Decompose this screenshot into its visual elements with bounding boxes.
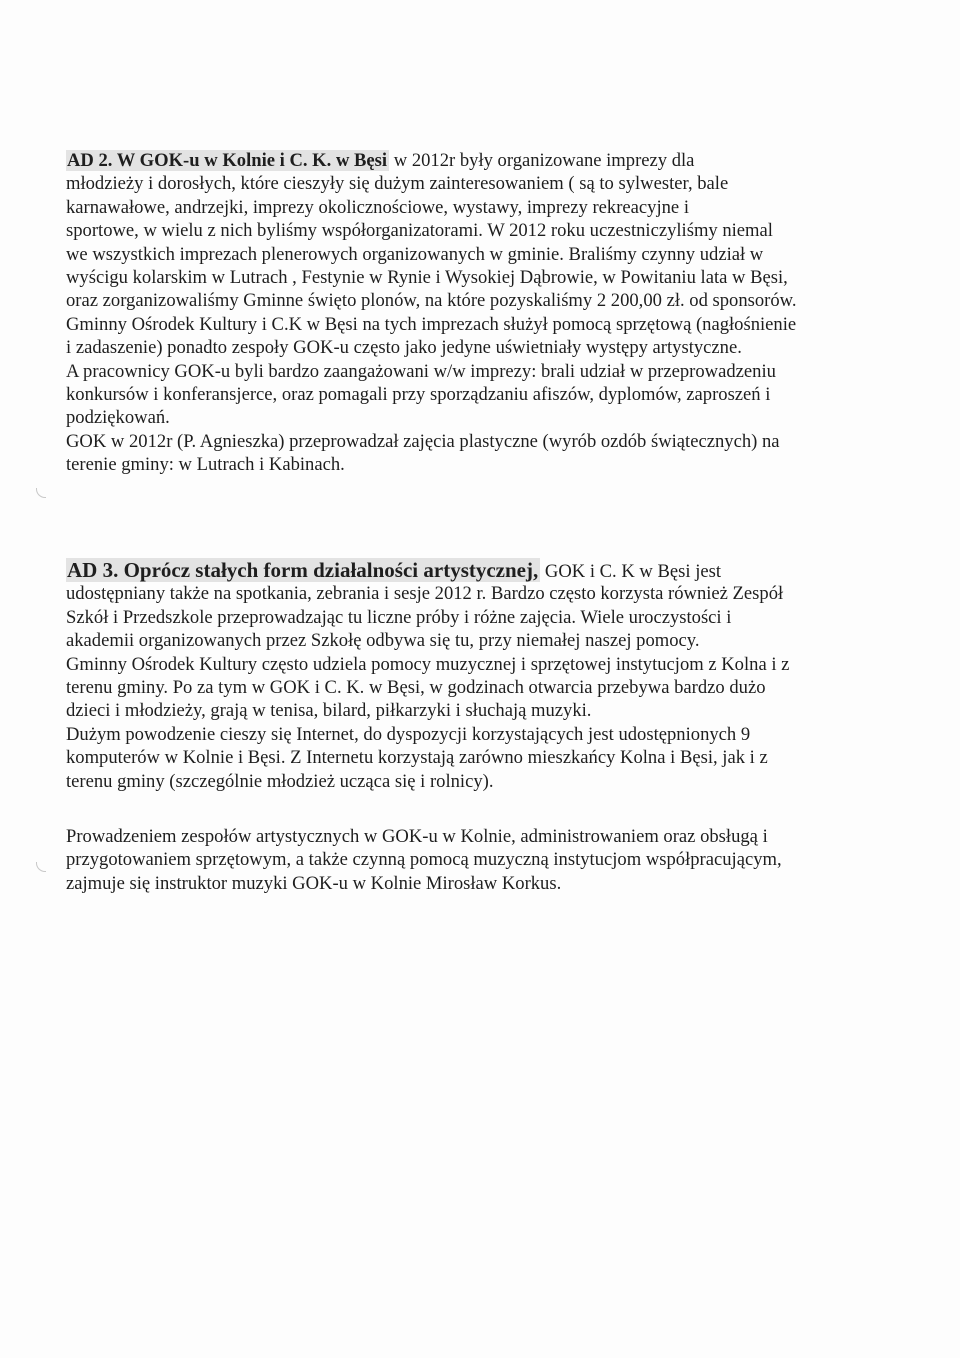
punch-hole-mark: [36, 862, 46, 872]
section-ad3-line: Szkół i Przedszkole przeprowadzając tu liczne próby i różne zajęcia. Wiele uroczystości i: [66, 606, 732, 628]
section-ad2-line: wyścigu kolarskim w Lutrach , Festynie w Rynie i Wysokiej Dąbrowie, w Powitaniu lata w Bęsi,: [66, 266, 788, 288]
section-ad3-text: GOK i C. K w Bęsi jest: [540, 561, 722, 582]
section-ad2-line: konkursów i konferansjerce, oraz pomagali przy sporządzaniu afiszów, dyplomów, zaproszeń i: [66, 383, 771, 405]
section-ad2-line: młodzieży i dorosłych, które cieszyły się dużym zainteresowaniem ( są to sylwester, bale: [66, 173, 729, 195]
section-ad2-line: terenie gminy: w Lutrach i Kabinach.: [66, 454, 345, 476]
section-ad2: [66, 149, 906, 476]
section-ad2-line: oraz zorganizowaliśmy Gminne święto plonów, na które pozyskaliśmy 2 200,00 zł. od sponsorów.: [66, 290, 797, 312]
section-ad2-line: A pracownicy GOK-u byli bardzo zaangażowani w/w imprezy: brali udział w przeprowadzeniu: [66, 360, 776, 382]
section-ad2-line: podziękowań.: [66, 407, 170, 429]
section-ad3-line: udostępniany także na spotkania, zebrania i sesje 2012 r. Bardzo często korzysta również Zespół: [66, 583, 784, 605]
section-ad2-heading: AD 2. W GOK-u w Kolnie i C. K. w Bęsi: [67, 150, 388, 171]
section-ad2-line: Gminny Ośrodek Kultury i C.K w Bęsi na tych imprezach służył pomocą sprzętową (nagłośnienie: [66, 313, 797, 335]
section-ad2-line: we wszystkich imprezach plenerowych organizowanych w gminie. Braliśmy czynny udział w: [66, 243, 764, 265]
closing-paragraph-line: Prowadzeniem zespołów artystycznych w GOK-u w Kolnie, administrowaniem oraz obsługą i: [66, 826, 768, 847]
section-ad3: [66, 559, 906, 793]
section-ad3-line: dzieci i młodzieży, grają w tenisa, bilard, piłkarzyki i słuchają muzyki.: [66, 700, 592, 722]
section-ad3-line: akademii organizowanych przez Szkołę odbywa się tu, przy niemałej naszej pomocy.: [66, 630, 700, 652]
section-ad3-line: terenu gminy (szczególnie młodzież ucząca się i rolnicy).: [66, 770, 494, 792]
section-ad3-line: [66, 559, 906, 582]
closing-paragraph-line: zajmuje się instruktor muzyki GOK-u w Kolnie Mirosław Korkus.: [66, 872, 562, 894]
section-ad2-line: karnawałowe, andrzejki, imprezy okolicznościowe, wystawy, imprezy rekreacyjne i: [66, 196, 689, 218]
section-ad2-line: [66, 149, 906, 172]
section-ad2-line: GOK w 2012r (P. Agnieszka) przeprowadzał zajęcia plastyczne (wyrób ozdób świątecznych) na: [66, 430, 780, 452]
section-ad3-heading: AD 3. Oprócz stałych form działalności artystycznej,: [67, 558, 539, 582]
closing-paragraph: [66, 825, 906, 895]
section-ad2-line: sportowe, w wielu z nich byliśmy współorganizatorami. W 2012 roku uczestniczyliśmy niemal: [66, 220, 773, 242]
section-ad2-line: i zadaszenie) ponadto zespoły GOK-u często jako jedyne uświetniały występy artystyczne.: [66, 337, 742, 359]
section-ad2-text: w 2012r były organizowane imprezy dla: [389, 150, 695, 171]
section-ad3-line: Dużym powodzenie cieszy się Internet, do dyspozycji korzystających jest udostępnionych 9: [66, 723, 751, 745]
closing-paragraph-line: przygotowaniem sprzętowym, a także czynną pomocą muzyczną instytucjom współpracującym,: [66, 849, 782, 871]
punch-hole-mark: [36, 488, 46, 498]
section-ad3-line: terenu gminy. Po za tym w GOK i C. K. w Bęsi, w godzinach otwarcia przebywa bardzo dużo: [66, 676, 766, 698]
section-ad3-line: Gminny Ośrodek Kultury często udziela pomocy muzycznej i sprzętowej instytucjom z Kolna i z: [66, 653, 790, 675]
section-ad3-line: komputerów w Kolnie i Bęsi. Z Internetu korzystają zarówno mieszkańcy Kolna i Bęsi, jak i z: [66, 747, 768, 769]
